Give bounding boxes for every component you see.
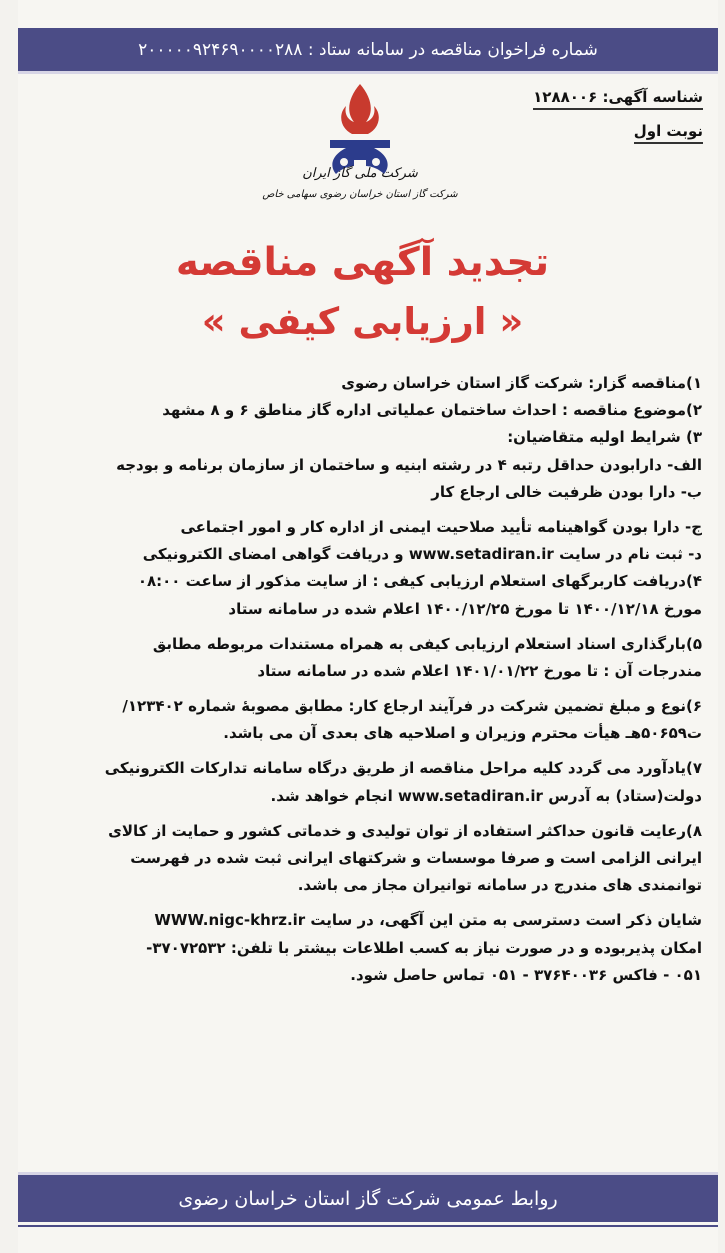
body-line: مندرجات آن : تا مورخ ۱۴۰۱/۰۱/۲۲ اعلام شده در سامانه ستاد [257,661,702,680]
call-number-banner [18,28,718,74]
call-number-text: شماره فراخوان مناقصه در سامانه ستاد : ۲۰۰۰۰۰۹۲۴۶۹۰۰۰۰۲۸۸ [138,39,598,60]
body-line: ۳) شرایط اولیه متقاضیان: [507,428,702,447]
body-line: شایان ذکر است دسترسی به متن این آگهی، در سایت WWW.nigc-khrz.ir [154,911,702,930]
headline: تجدید آگهی مناقصه [175,240,550,285]
headline-subtitle: « ارزیابی کیفی » [201,300,524,343]
body-line: د- ثبت نام در سایت www.setadiran.ir و دریافت گواهی امضای الکترونیکی [142,545,702,564]
flame-shape [341,84,379,134]
bottom-rule [18,1225,718,1227]
notice-id: شناسه آگهی: ۱۲۸۸۰۰۶ [533,88,703,110]
body-line: دولت(ستاد) به آدرس www.setadiran.ir انجام خواهد شد. [270,786,702,805]
body-line: ت۵۰۶۵۹هـ هیأت محترم وزیران و اصلاحیه های بعدی آن می باشد. [223,724,702,743]
logo-company-name: شرکت ملی گاز ایران [302,166,418,181]
body-line: ۵)بارگذاری اسناد استعلام ارزیابی کیفی به همراه مستندات مربوطه مطابق [152,634,702,653]
body-line: ایرانی الزامی است و صرفا موسسات و شرکتهای ایرانی ثبت شده در فهرست [130,849,702,867]
body-line: امکان پذیربوده و در صورت نیاز به کسب اطلاعات بیشتر با تلفن: ۳۷۰۷۲۵۳۲- [146,938,702,957]
body-line: ۲)موضوع مناقصه : احداث ساختمان عملیاتی اداره گاز مناطق ۶ و ۸ مشهد [162,401,702,420]
notice-body [30,370,702,989]
body-line: ۷)یادآورد می گردد کلیه مراحل مناقصه از طریق درگاه سامانه تدارکات الکترونیکی [104,759,702,778]
footer-banner [18,1172,718,1222]
body-line: ۰۵۱ - فاکس ۳۷۶۴۰۰۳۶ - ۰۵۱ تماس حاصل شود. [350,965,702,984]
notice-turn: نوبت اول [634,122,703,144]
body-line: ۱)مناقصه گزار: شرکت گاز استان خراسان رضوی [341,374,702,392]
body-line: ۶)نوع و مبلغ تضمین شرکت در فرآیند ارجاع کار: مطابق مصوبهٔ شماره ۱۲۳۴۰۲/ [122,697,702,716]
body-line: الف- دارابودن حداقل رتبه ۴ در رشته ابنیه و ساختمان از سازمان برنامه و بودجه [116,455,702,474]
body-line: توانمندی های مندرج در سامانه توانیران مجاز می باشد. [297,876,702,895]
body-line: مورخ ۱۴۰۰/۱۲/۱۸ تا مورخ ۱۴۰۰/۱۲/۲۵ اعلام شده در سامانه ستاد [228,599,702,618]
body-line: ب- دارا بودن ظرفیت خالی ارجاع کار [431,482,702,501]
body-line: ۴)دریافت کاربرگهای استعلام ارزیابی کیفی : از سایت مذکور از ساعت ۰۸:۰۰ [137,572,702,591]
body-line: ج- دارا بودن گواهینامه تأیید صلاحیت ایمنی از اداره کار و امور اجتماعی [180,517,702,536]
logo-subsidiary-name: شرکت گاز استان خراسان رضوی سهامی خاص [262,189,458,200]
footer-text: روابط عمومی شرکت گاز استان خراسان رضوی [178,1187,558,1210]
body-line: ۸)رعایت قانون حداکثر استفاده از توان تولیدی و خدماتی کشور و حمایت از کالای [108,821,702,840]
